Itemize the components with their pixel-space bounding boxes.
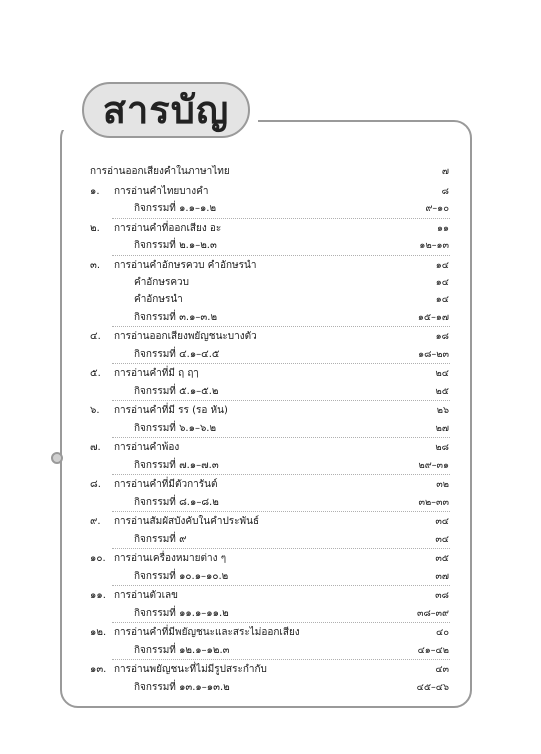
toc-subentry-row[interactable] xyxy=(0,531,541,548)
toc-subentry-page: ๔๑–๔๒ xyxy=(417,644,449,656)
toc-subentry-page: ๑๔ xyxy=(435,294,449,306)
toc-section-row[interactable] xyxy=(0,220,541,237)
toc-section-label: การอ่านคำที่มี รร (รอ หัน) xyxy=(114,405,228,417)
toc-section-number: ๙. xyxy=(90,516,101,528)
toc-section-page: ๓๒ xyxy=(436,479,449,491)
toc-subentry-page: ๓๘–๓๙ xyxy=(416,607,449,619)
toc-section-number: ๑๓. xyxy=(90,664,107,676)
toc-section-label: การอ่านคำที่ออกเสียง อะ xyxy=(114,223,222,234)
toc-section-number: ๗. xyxy=(90,442,101,454)
toc-subentry-row[interactable] xyxy=(0,383,541,400)
toc-subentry-page: ๙–๑๐ xyxy=(425,203,449,215)
toc-section-page: ๔๐ xyxy=(436,627,449,639)
toc-subentry-row[interactable] xyxy=(0,642,541,659)
toc-subentry-row[interactable] xyxy=(0,309,541,326)
toc-subentry-page: ๒๙–๓๑ xyxy=(418,459,449,471)
toc-subentry-page: ๑๔ xyxy=(435,277,449,289)
toc-intro-label: การอ่านออกเสียงคำในภาษาไทย xyxy=(90,166,230,177)
toc-subentry-row[interactable] xyxy=(0,274,541,291)
toc-divider xyxy=(112,363,450,364)
toc-subentry-row[interactable] xyxy=(0,346,541,363)
toc-section-page: ๓๘ xyxy=(435,590,449,602)
toc-subentry-page: ๒๗ xyxy=(435,422,449,434)
toc-divider xyxy=(112,218,450,219)
toc-divider xyxy=(112,437,450,438)
toc-subentry-label: กิจกรรมที่ ๙ xyxy=(134,533,187,545)
toc-section-row[interactable] xyxy=(0,550,541,567)
toc-section-row[interactable] xyxy=(0,328,541,345)
toc-divider xyxy=(112,622,450,623)
toc-subentry-row[interactable] xyxy=(0,237,541,254)
toc-section-label: การอ่านคำที่มีพยัญชนะและสระไม่ออกเสียง xyxy=(114,627,300,639)
toc-subentry-label: กิจกรรมที่ ๖.๑–๖.๒ xyxy=(134,422,217,434)
toc-subentry-row[interactable] xyxy=(0,291,541,308)
toc-section-number: ๕. xyxy=(90,368,101,380)
toc-section-label: การอ่านออกเสียงพยัญชนะบางตัว xyxy=(114,331,257,343)
toc-subentry-label: กิจกรรมที่ ๘.๑–๘.๒ xyxy=(134,496,219,508)
toc-subentry-label: กิจกรรมที่ ๑.๑–๑.๒ xyxy=(134,203,217,215)
toc-subentry-label: กิจกรรมที่ ๓.๑–๓.๒ xyxy=(134,311,218,323)
toc-section-number: ๑๒. xyxy=(90,627,107,639)
toc-subentry-label: คำอักษรควบ xyxy=(134,277,189,289)
toc-intro-row[interactable] xyxy=(0,163,541,180)
toc-section-label: การอ่านพยัญชนะที่ไม่มีรูปสระกำกับ xyxy=(114,664,267,676)
toc-section-label: การอ่านคำพ้อง xyxy=(114,442,180,454)
toc-section-label: การอ่านสัมผัสบังคับในคำประพันธ์ xyxy=(114,516,260,528)
toc-divider xyxy=(112,474,450,475)
toc-section-row[interactable] xyxy=(0,183,541,200)
toc-subentry-row[interactable] xyxy=(0,494,541,511)
toc-section-row[interactable] xyxy=(0,661,541,678)
toc-section-row[interactable] xyxy=(0,402,541,419)
toc-subentry-label: กิจกรรมที่ ๕.๑–๕.๒ xyxy=(134,385,219,397)
toc-section-page: ๒๘ xyxy=(435,442,449,454)
page-title: สารบัญ xyxy=(102,88,230,132)
toc-section-row[interactable] xyxy=(0,587,541,604)
toc-section-page: ๑๑ xyxy=(436,223,449,234)
toc-section-page: ๔๓ xyxy=(435,664,449,676)
toc-subentry-label: กิจกรรมที่ ๔.๑–๔.๕ xyxy=(134,348,220,360)
toc-subentry-row[interactable] xyxy=(0,457,541,474)
toc-section-page: ๘ xyxy=(441,186,449,197)
toc-section-label: การอ่านคำอักษรควบ คำอักษรนำ xyxy=(114,260,257,271)
toc-section-row[interactable] xyxy=(0,439,541,456)
toc-divider xyxy=(112,585,450,586)
toc-section-number: ๘. xyxy=(90,479,101,491)
toc-section-number: ๑. xyxy=(90,186,100,197)
toc-section-row[interactable] xyxy=(0,513,541,530)
toc-subentry-page: ๓๔ xyxy=(435,533,449,545)
toc-section-number: ๑๑. xyxy=(90,590,106,602)
toc-subentry-label: กิจกรรมที่ ๑๒.๑–๑๒.๓ xyxy=(134,644,230,656)
toc-subentry-row[interactable] xyxy=(0,605,541,622)
toc-subentry-row[interactable] xyxy=(0,568,541,585)
toc-section-label: การอ่านคำที่มีตัวการันต์ xyxy=(114,479,218,491)
toc-section-row[interactable] xyxy=(0,476,541,493)
toc-divider xyxy=(112,400,450,401)
toc-section-label: การอ่านเครื่องหมายต่าง ๆ xyxy=(114,553,227,565)
toc-subentry-label: กิจกรรมที่ ๑๑.๑–๑๑.๒ xyxy=(134,607,229,619)
toc-divider xyxy=(112,659,450,660)
toc-section-page: ๑๘ xyxy=(435,331,449,343)
toc-subentry-row[interactable] xyxy=(0,200,541,217)
toc-subentry-label: คำอักษรนำ xyxy=(134,294,183,306)
toc-divider xyxy=(112,511,450,512)
toc-subentry-label: กิจกรรมที่ ๗.๑–๗.๓ xyxy=(134,459,219,471)
toc-section-number: ๑๐. xyxy=(90,553,106,565)
toc-subentry-label: กิจกรรมที่ ๑๐.๑–๑๐.๒ xyxy=(134,570,229,582)
toc-section-page: ๒๖ xyxy=(436,405,449,417)
toc-subentry-page: ๑๘–๒๓ xyxy=(418,348,449,360)
toc-subentry-label: กิจกรรมที่ ๑๓.๑–๑๓.๒ xyxy=(134,681,230,693)
toc-section-label: การอ่านคำไทยบางคำ xyxy=(114,186,209,197)
toc-subentry-page: ๑๕–๑๗ xyxy=(417,311,449,323)
toc-subentry-row[interactable] xyxy=(0,679,541,696)
toc-section-row[interactable] xyxy=(0,624,541,641)
toc-section-number: ๖. xyxy=(90,405,100,417)
toc-section-label: การอ่านตัวเลข xyxy=(114,590,178,602)
toc-section-number: ๓. xyxy=(90,260,101,271)
toc-subentry-page: ๒๕ xyxy=(435,385,449,397)
toc-subentry-row[interactable] xyxy=(0,420,541,437)
toc-divider xyxy=(112,548,450,549)
toc-section-page: ๑๔ xyxy=(435,260,449,271)
toc-divider xyxy=(112,326,450,327)
toc-subentry-page: ๑๒–๑๓ xyxy=(419,240,449,252)
toc-section-page: ๓๔ xyxy=(435,516,449,528)
toc-section-label: การอ่านคำที่มี ฤ ฤๅ xyxy=(114,368,199,380)
toc-divider xyxy=(112,255,450,256)
toc-subentry-page: ๓๒–๓๓ xyxy=(418,496,449,508)
toc-section-row[interactable] xyxy=(0,257,541,274)
toc-section-row[interactable] xyxy=(0,365,541,382)
toc-section-number: ๔. xyxy=(90,331,101,343)
toc-subentry-page: ๓๗ xyxy=(435,570,449,582)
toc-subentry-page: ๔๕–๔๖ xyxy=(416,681,449,693)
toc-section-number: ๒. xyxy=(90,223,100,234)
toc-intro-page: ๗ xyxy=(441,166,449,177)
toc-subentry-label: กิจกรรมที่ ๒.๑–๒.๓ xyxy=(134,240,217,252)
toc-section-page: ๒๔ xyxy=(435,368,449,380)
toc-section-page: ๓๕ xyxy=(435,553,449,565)
